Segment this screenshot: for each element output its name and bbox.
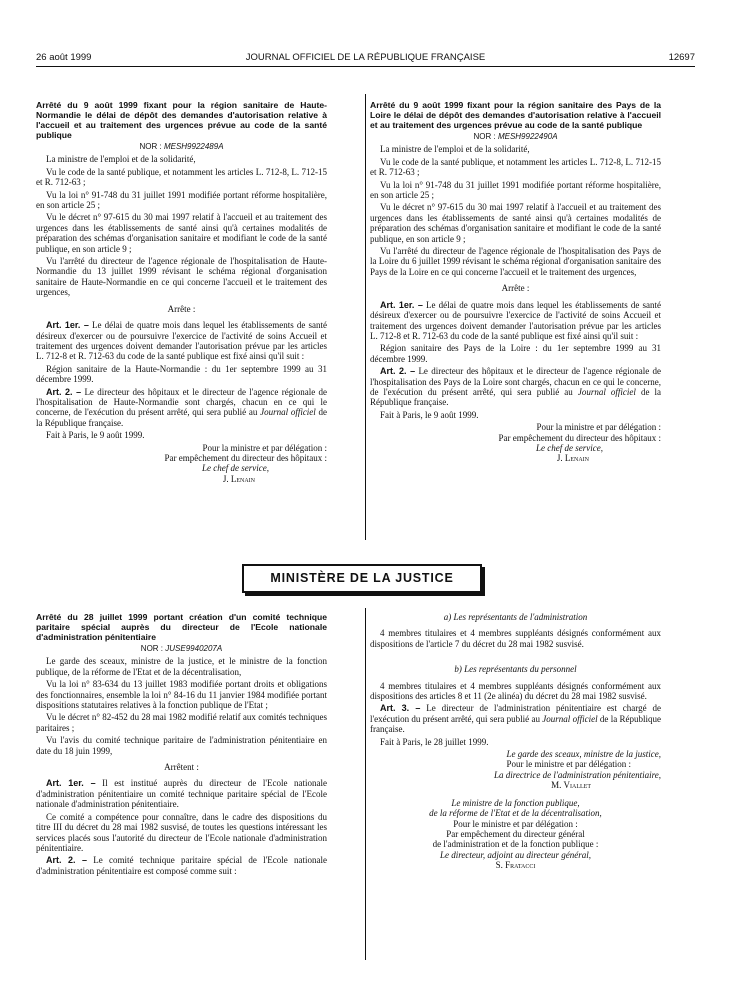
paragraph: 4 membres titulaires et 4 membres suppléants désignés conformément aux dispositions de l'article 7 du décret du 28 mai 1982 susvisé. (370, 628, 661, 649)
article-2: Art. 2. – Le directeur des hôpitaux et le directeur de l'agence régionale de l'hospitalisation de Haute-Normandie sont chargés, chacun en ce qui le concerne, de l'exécution du présent arrêté, qui sera publié au Journal officiel de la République française. (36, 386, 328, 428)
paragraph: Vu le décret n° 82-452 du 28 mai 1982 modifié relatif aux comités techniques paritaires ; (36, 712, 327, 733)
paragraph: Vu la loi n° 83-634 du 13 juillet 1983 modifiée portant droits et obligations des fonctionnaires, ensemble la loi n° 84-16 du 11 janvier 1984 modifiée portant dispositions statutaires relatives à la fonction publique de l'Etat ; (36, 679, 327, 711)
paragraph: Vu le code de la santé publique, et notamment les articles L. 712-8, L. 712-15 et R. 712-63 ; (370, 156, 661, 178)
paragraph: 4 membres titulaires et 4 membres suppléants désignés conformément aux dispositions des articles 8 et 11 (2e alinéa) du décret du 28 mai 1982 susvisé. (370, 680, 661, 702)
decree-justice-continued (370, 612, 661, 871)
ministry-banner: MINISTÈRE DE LA JUSTICE (242, 564, 482, 593)
decree-haute-normandie (36, 100, 327, 484)
article-1: Art. 1er. – Le délai de quatre mois dans lequel les établissements de santé désireux d'exercer ou de poursuivre l'exercice de l'activité de soins Accueil et traitement des urgences doivent demander l'autorisation prévue par les articles L. 712-8 et R. 712-63 du code de la santé publique est fixé ainsi qu'il suit : (36, 320, 327, 362)
signatory-name: M. Viallet (551, 780, 591, 791)
paragraph: Le garde des sceaux, ministre de la justice, et le ministre de la fonction publique, de la réforme de l'Etat et de la décentralisation, (36, 656, 327, 677)
section-heading-a: a) Les représentants de l'administration (443, 612, 588, 622)
signature-line: La directrice de l'administration pénitentiaire, (494, 769, 661, 780)
decree-title: Arrêté du 9 août 1999 fixant pour la région sanitaire de Haute-Normandie le délai de dépôt des demandes d'autorisation relative à l'accueil et au traitement des urgences prévue au code de la santé publique (36, 100, 327, 140)
column-divider-top (365, 94, 366, 540)
paragraph: Vu la loi n° 91-748 du 31 juillet 1991 modifiée portant réforme hospitalière, en son article 25 ; (36, 189, 327, 211)
signature-line: Le directeur, adjoint au directeur général, (439, 849, 592, 860)
paragraph: Ce comité a compétence pour connaître, dans le cadre des dispositions du titre III du décret du 28 mai 1982 susvisé, de toutes les questions intéressant les services placés sous l'autorité du directeur de l'Ecole nationale d'administration pénitentiaire. (36, 811, 327, 853)
header-rule (36, 66, 695, 67)
article-1: Art. 1er. – Le délai de quatre mois dans lequel les établissements de santé désireux d'exercer ou de poursuivre l'exercice de l'activité de soins Accueil et traitement des urgences doivent demander l'autorisation prévue par les articles L. 712-8 et R. 712-63 du code de la santé publique est fixé ainsi qu'il suit : (370, 299, 661, 341)
paragraph: Vu le code de la santé publique, et notamment les articles L. 712-8, L. 712-15 et R. 712-63 ; (36, 166, 327, 188)
region-line: Région sanitaire des Pays de la Loire : du 1er septembre 1999 au 31 décembre 1999. (370, 343, 661, 364)
journal-title: JOURNAL OFFICIEL DE LA RÉPUBLIQUE FRANÇAISE (245, 52, 486, 63)
paragraph: La ministre de l'emploi et de la solidarité, (46, 154, 196, 165)
section-heading-b: b) Les représentants du personnel (454, 664, 577, 675)
nor-reference: NOR : JUSE9940207A (140, 644, 223, 653)
signature-line: de l'administration et de la fonction publique : (432, 839, 599, 850)
arrete-heading: Arrête : (167, 303, 196, 314)
signatory-name: S. Fratacci (495, 860, 536, 871)
signing-place-date: Fait à Paris, le 9 août 1999. (46, 430, 145, 441)
column-divider-bottom (365, 608, 366, 960)
nor-reference: NOR : MESH9922490A (473, 132, 558, 141)
signing-place-date: Fait à Paris, le 28 juillet 1999. (380, 736, 489, 747)
arrete-heading: Arrête : (501, 283, 530, 294)
paragraph: Vu le décret n° 97-615 du 30 mai 1997 relatif à l'accueil et au traitement des urgences dans les établissements de santé ainsi qu'à certaines modalités de préparation des schémas d'organisation sanitaire et modifiant le code de la santé publique, en son article 9 ; (36, 212, 327, 254)
paragraph: Vu le décret n° 97-615 du 30 mai 1997 relatif à l'accueil et au traitement des urgences dans les établissements de santé ainsi qu'à certaines modalités de préparation des schémas d'organisation sanitaire et modifiant le code de la santé publique, en son article 9 ; (370, 202, 661, 244)
signatory-name: J. Lenain (222, 473, 255, 484)
signature-line: Le garde des sceaux, ministre de la justice, (506, 749, 661, 760)
article-1: Art. 1er. – Il est institué auprès du directeur de l'Ecole nationale d'administration pénitentiaire un comité technique paritaire spécial de l'Ecole nationale d'administration pénitentiaire. (36, 778, 328, 810)
signature-line: Par empêchement du directeur des hôpitaux : (164, 452, 327, 463)
nor-reference: NOR : MESH9922489A (139, 142, 224, 151)
signature-line: Pour la ministre et par délégation : (202, 442, 327, 453)
region-line: Région sanitaire de la Haute-Normandie : du 1er septembre 1999 au 31 décembre 1999. (36, 363, 327, 385)
paragraph: Vu la loi n° 91-748 du 31 juillet 1991 modifiée portant réforme hospitalière, en son article 25 ; (370, 179, 661, 201)
signatory-name: J. Lenain (556, 453, 589, 464)
signature-line: de la réforme de l'Etat et de la décentralisation, (429, 808, 602, 819)
decree-pays-de-la-loire (370, 100, 661, 464)
issue-date: 26 août 1999 (36, 52, 92, 63)
decree-title: Arrêté du 9 août 1999 fixant pour la région sanitaire des Pays de la Loire le délai de dépôt des demandes d'autorisation relative à l'accueil et au traitement des urgences prévue au code de la santé publique (370, 100, 661, 130)
arrete-heading: Arrêtent : (164, 762, 199, 773)
signature-line: Par empêchement du directeur général (446, 828, 585, 839)
signature-line: Le ministre de la fonction publique, (451, 797, 580, 808)
article-2: Art. 2. – Le comité technique paritaire spécial de l'Ecole nationale d'administration pénitentiaire est composé comme suit : (36, 855, 328, 876)
signing-place-date: Fait à Paris, le 9 août 1999. (380, 409, 479, 420)
decree-justice (36, 612, 327, 878)
paragraph: Vu l'arrêté du directeur de l'agence régionale de l'hospitalisation de Haute-Normandie du 13 juillet 1999 révisant le schéma régional d'organisation sanitaire de Haute-Normandie en ce qui concerne l'accueil et le traitement des urgences, (36, 256, 327, 298)
paragraph: Vu l'arrêté du directeur de l'agence régionale de l'hospitalisation des Pays de la Loire du 6 juillet 1999 révisant le schéma régional d'organisation sanitaire des Pays de la Loire en ce qui concerne l'accueil et le traitement des urgences, (370, 246, 661, 277)
signature-line: Pour la ministre et par délégation : (536, 422, 661, 433)
article-3: Art. 3. – Le directeur de l'administration pénitentiaire est chargé de l'exécution du présent arrêté, qui sera publié au Journal officiel de la République française. (370, 703, 662, 735)
article-2: Art. 2. – Le directeur des hôpitaux et le directeur de l'agence régionale de l'hospitalisation des Pays de la Loire sont chargés, chacun en ce qui le concerne, de l'exécution du présent arrêté, qui sera publié au Journal officiel de la République française. (370, 366, 661, 408)
signature-line: Pour le ministre et par délégation : (453, 818, 578, 829)
paragraph: La ministre de l'emploi et de la solidarité, (380, 144, 530, 155)
signature-line: Pour le ministre et par délégation : (506, 759, 631, 770)
signature-line: Le chef de service, (536, 442, 603, 453)
signature-line: Le chef de service, (202, 463, 269, 474)
signature-line: Par empêchement du directeur des hôpitaux : (498, 432, 661, 443)
page-number: 12697 (668, 52, 695, 63)
paragraph: Vu l'avis du comité technique paritaire de l'administration pénitentiaire en date du 18 juin 1999, (36, 735, 327, 756)
decree-title: Arrêté du 28 juillet 1999 portant création d'un comité technique paritaire spécial auprès du directeur de l'Ecole nationale d'administration pénitentiaire (36, 612, 327, 642)
